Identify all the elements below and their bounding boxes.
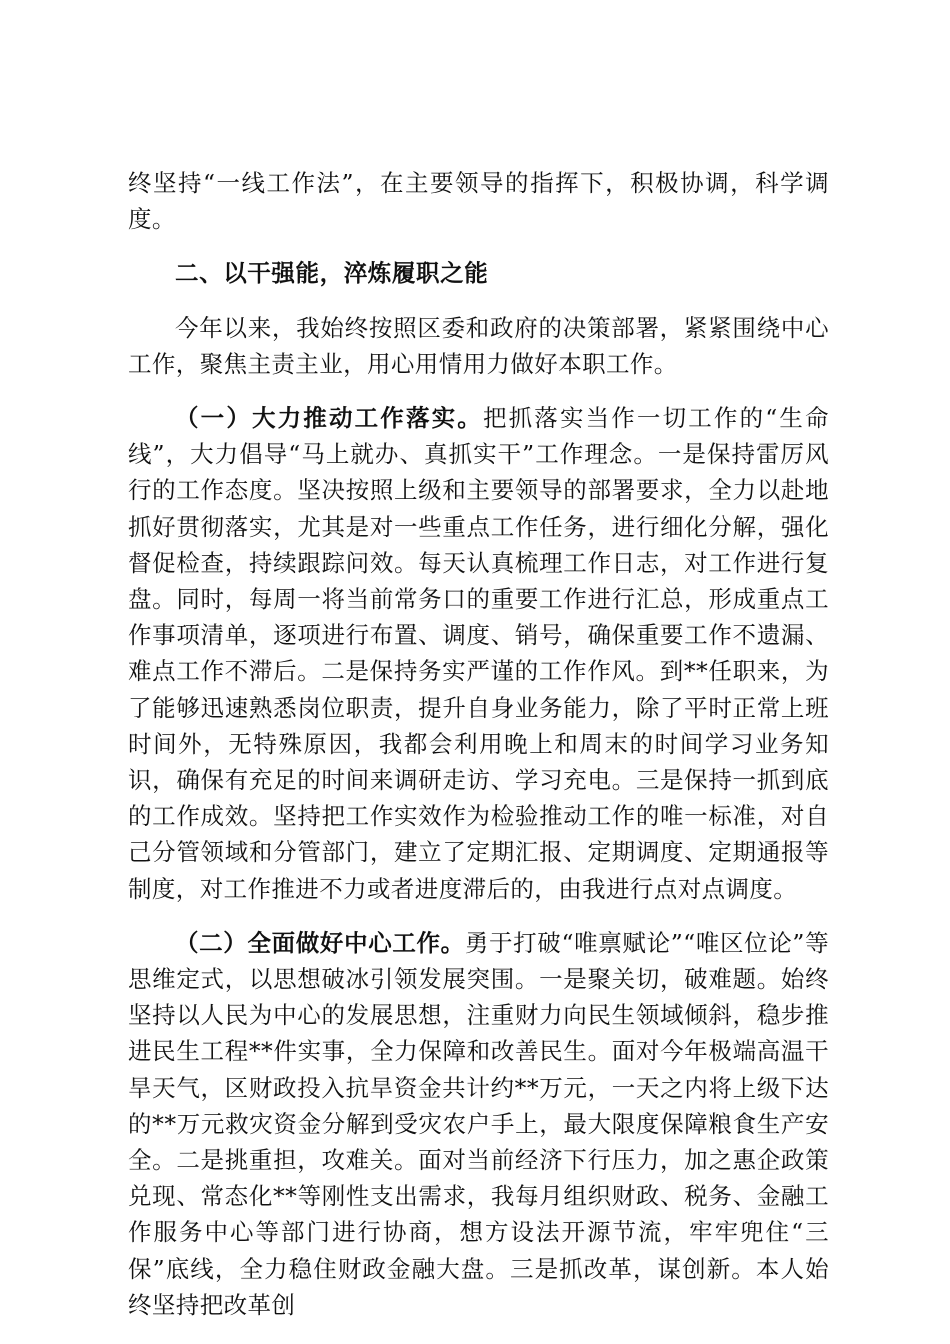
continued-paragraph: 终坚持“一线工作法”，在主要领导的指挥下，积极协调，科学调度。 bbox=[128, 169, 829, 234]
item-1-body: 把抓落实当作一切工作的“生命线”，大力倡导“马上就办、真抓实干”工作理念。一是保持雷厉风行的工作态度。坚决按照上级和主要领导的部署要求，全力以赴地抓好贯彻落实，尤其是对一些重点工作任务，进行细化分解，强化督促检查，持续跟踪问效。每天认真梳理工作日志，对工作进行复盘。同时，每周一将当前常务口的重要工作进行汇总，形成重点工作事项清单，逐项进行布置、调度、销号，确保重要工作不遗漏、难点工作不滞后。二是保持务实严谨的工作作风。到**任职来，为了能够迅速熟悉岗位职责，提升自身业务能力，除了平时正常上班时间外，无特殊原因，我都会利用晚上和周末的时间学习业务知识，确保有充足的时间来调研走访、学习充电。三是保持一抓到底的工作成效。坚持把工作实效作为检验推动工作的唯一标准，对自己分管领域和分管部门，建立了定期汇报、定期调度、定期通报等制度，对工作推进不力或者进度滞后的，由我进行点对点调度。 bbox=[128, 404, 829, 903]
item-2-paragraph bbox=[128, 925, 829, 1323]
document-body bbox=[128, 165, 829, 1341]
item-2-body: 勇于打破“唯禀赋论”“唯区位论”等思维定式，以思想破冰引领发展突围。一是聚关切，破难题。始终坚持以人民为中心的发展思想，注重财力向民生领域倾斜，稳步推进民生工程**件实事，全力保障和改善民生。面对今年极端高温干旱天气，区财政投入抗旱资金共计约**万元，一天之内将上级下达的**万元救灾资金分解到受灾农户手上，最大限度保障粮食生产安全。二是挑重担，攻难关。面对当前经济下行压力，加之惠企政策兑现、常态化**等刚性支出需求，我每月组织财政、税务、金融工作服务中心等部门进行协商，想方设法开源节流，牢牢兜住“三保”底线，全力稳住财政金融大盘。三是抓改革，谋创新。本人始终坚持把改革创 bbox=[128, 928, 829, 1319]
section-heading: 二、以干强能，淬炼履职之能 bbox=[175, 259, 489, 288]
intro-paragraph: 今年以来，我始终按照区委和政府的决策部署，紧紧围绕中心工作，聚焦主责主业，用心用情用力做好本职工作。 bbox=[128, 313, 829, 378]
item-2-lead: （二）全面做好中心工作。 bbox=[175, 928, 465, 957]
item-1-paragraph bbox=[128, 400, 829, 907]
item-1-lead: （一）大力推动工作落实。 bbox=[175, 404, 483, 433]
